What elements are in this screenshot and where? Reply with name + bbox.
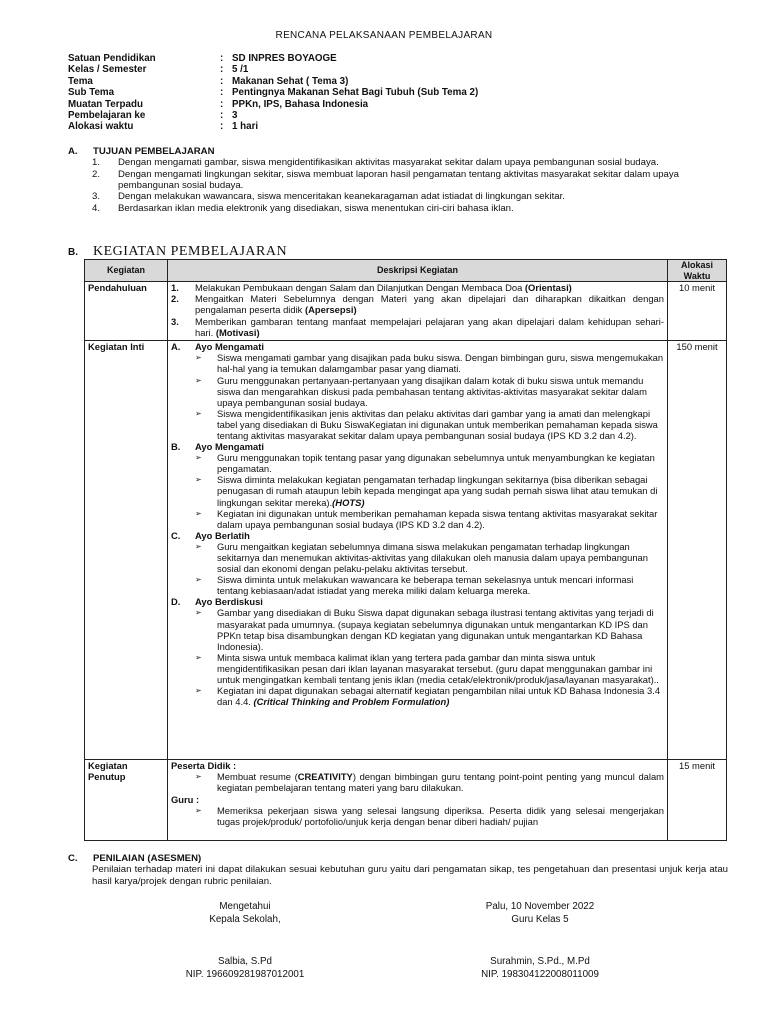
table-header-row [85,260,727,282]
section-heading: A. TUJUAN PEMBELAJARAN [68,146,215,157]
bullet-item: ➢ Kegiatan ini dapat digunakan sebagai alternatif kegiatan pengambilan nilai untuk KD Bahasa Indonesia 3.4 dan 4.4. (Critical Thinking and Problem Formulation) [171,685,664,707]
objective-list [68,157,728,214]
document-title: RENCANA PELAKSANAAN PEMBELAJARAN [275,30,493,41]
identity-label: Muatan Terpadu [68,98,143,110]
signature-left-name [160,955,330,981]
assessment-text: Penilaian terhadap materi ini dapat dilakukan sesuai kebutuhan guru yaitu dari pengamatan sikap, tes pengetahuan dan presentasi unjuk kerja atau hasil karya/projek dengan rubric penilaian. [92,864,728,887]
subheading: D. Ayo Berdiskusi [171,596,263,608]
identity-label: Kelas / Semester [68,64,147,76]
identity-row: Pembelajaran ke : 3 [68,110,708,121]
row-penutup-label: Kegiatan Penutup [85,760,168,841]
row-penutup-desc [168,760,668,841]
bullet-item: ➢ Membuat resume (CREATIVITY) dengan bimbingan guru tentang point-point penting yang muncul dalam kegiatan pembelajaran tentang materi yang baru dilakukan. [171,771,664,793]
row-pendahuluan-desc [168,282,668,341]
arrow-bullet-icon: ➢ [195,575,202,585]
identity-row: Muatan Terpadu : PPKn, IPS, Bahasa Indonesia [68,99,708,110]
column-header-alokasi: Alokasi Waktu [668,260,727,282]
column-header-kegiatan: Kegiatan [85,260,168,282]
identity-value: Makanan Sehat ( Tema 3) [232,75,349,87]
identity-block [68,53,708,133]
row-inti-desc [168,341,668,760]
identity-row: Alokasi waktu : 1 hari [68,121,708,132]
list-item: 2. Dengan mengamati lingkungan sekitar, siswa membuat laporan hasil pengamatan tentang aktivitas masyarakat sekitar dalam upaya pembangunan sosial budaya. [92,168,680,191]
row-inti-label: Kegiatan Inti [85,341,168,760]
table-row [85,760,727,841]
bullet-item: ➢ Guru menggunakan pertanyaan-pertanyaan yang disajikan dalam kotak di buku siswa untuk memandu siswa dan mengarahkan diskusi pada pembahasan tentang aktivitas-aktivitas masyarakat sekitar dalam upaya pembangunan sosial budaya. [171,375,664,408]
list-item: 2. Mengaitkan Materi Sebelumnya dengan Materi yang akan dipelajari dan diharapkan dikaitkan dengan pengalaman peserta didik (Apersepsi) [171,293,664,316]
signature-left: Mengetahui Kepala Sekolah, [209,901,281,925]
arrow-bullet-icon: ➢ [195,608,202,618]
signer-name: Salbia, S.Pd [218,956,272,967]
bullet-item: ➢ Minta siswa untuk membaca kalimat iklan yang tertera pada gambar dan minta siswa untuk mengidentifikasikan pesan dari iklan layanan masyarakat tersebut. (guru dapat menggunakan gambar ini untuk mengingatkan kembali tentang jenis iklan (media cetak/elektronik/produk/jasa/layanan masyarakat).. [171,652,664,685]
table-row [85,341,727,760]
signature-right-name [430,955,650,981]
signature-right: Palu, 10 November 2022 Guru Kelas 5 [485,901,595,925]
arrow-bullet-icon: ➢ [195,475,202,485]
identity-label: Sub Tema [68,87,115,99]
activities-table [84,259,727,841]
identity-label: Satuan Pendidikan [68,53,156,64]
arrow-bullet-icon: ➢ [195,686,202,696]
identity-label: Pembelajaran ke [68,109,146,121]
list-item: 1. Melakukan Pembukaan dengan Salam dan Dilanjutkan Dengan Membaca Doa (Orientasi) [171,282,572,294]
identity-label: Tema [68,75,93,87]
row-pendahuluan-time: 10 menit [668,282,727,341]
bullet-item: ➢ Memeriksa pekerjaan siswa yang selesai langsung diperiksa. Peserta didik yang selesai mengerjakan tugas projek/produk/ portofolio/unjuk kerja dengan benar diberi hadiah/ pujian [171,805,664,827]
identity-value: 1 hari [232,121,259,133]
identity-value: 5 /1 [232,64,249,76]
guru-label: Guru : [171,793,200,805]
list-item: 3. Dengan melakukan wawancara, siswa menceritakan keanekaragaman adat istiadat di lingkungan sekitar. [92,191,565,203]
section-penilaian [68,853,728,887]
row-inti-time: 150 menit [668,341,727,760]
bullet-item: ➢ Siswa mengidentifikasikan jenis aktivitas dan pelaku aktivitas dari gambar yang ia amati dan melengkapi tabel yang disediakan di Buku SiswaKegiatan ini digunakan untuk memberikan pemahaman kepada siswa tentang aktivitas masyarakat sekitar dalam upaya pembangunan sosial budaya (IPS KD 3.2 dan 4.2). [171,408,664,441]
signer-nip: NIP. 198304122008011009 [481,969,599,980]
arrow-bullet-icon: ➢ [195,805,202,815]
row-penutup-time: 15 menit [668,760,727,841]
bullet-item: ➢ Siswa diminta melakukan kegiatan pengamatan terhadap lingkungan sekitarnya (bisa diberikan sebagai penugasan di rumah ataupun lebih kepada mengingat apa yang sudah pernah siswa lihat atau temukan di lingkungan sekitar mereka).(HOTS) [171,474,664,507]
list-item: 4. Berdasarkan iklan media elektronik yang disediakan, siswa menentukan ciri-ciri bahasa iklan. [92,202,514,214]
identity-value: SD INPRES BOYAOGE [232,53,337,64]
arrow-bullet-icon: ➢ [195,652,202,662]
identity-label: Alokasi waktu [68,121,134,133]
arrow-bullet-icon: ➢ [195,772,202,782]
identity-row: Tema : Makanan Sehat ( Tema 3) [68,76,708,87]
list-item: 1. Dengan mengamati gambar, siswa mengidentifikasikan aktivitas masyarakat sekitar dalam upaya pembangunan sosial budaya. [92,157,659,169]
bullet-item: ➢ Siswa mengamati gambar yang disajikan pada buku siswa. Dengan bimbingan guru, siswa mengemukakan hal-hal yang ia temukan dalamgambar pasar yang diamati. [171,352,664,374]
subheading: A. Ayo Mengamati [171,341,264,353]
list-item: 3. Memberikan gambaran tentang manfaat mempelajari pelajaran yang akan dipelajari dalam kehidupan sehari-hari. (Motivasi) [171,315,664,338]
identity-value: 3 [232,109,238,121]
arrow-bullet-icon: ➢ [195,353,202,363]
row-pendahuluan-label: Pendahuluan [85,282,168,341]
identity-value: Pentingnya Makanan Sehat Bagi Tubuh (Sub Tema 2) [232,87,479,99]
arrow-bullet-icon: ➢ [195,408,202,418]
arrow-bullet-icon: ➢ [195,453,202,463]
bullet-item: ➢ Guru mengaitkan kegiatan sebelumnya dimana siswa melakukan pengamatan terhadap lingkungan sekitarnya dan menemukan aktivitas-aktivitas yang dilakukan oleh manusia dalam upaya pembangunan sosial dan ekonomi dengan pelaku-pelaku aktivitas tersebut. [171,541,664,574]
section-tujuan [68,146,728,214]
arrow-bullet-icon: ➢ [195,541,202,551]
arrow-bullet-icon: ➢ [195,375,202,385]
identity-row: Satuan Pendidikan : SD INPRES BOYAOGE [68,53,708,64]
bullet-item: ➢ Gambar yang disediakan di Buku Siswa dapat digunakan sebaga ilustrasi tentang aktivitas yang terjadi di masyarakat pada umumnya. (supaya kegiatan sebelumnya digunakan untuk mengantarkan KD IPS dan PPKn tetap bisa disambungkan dengan KD kegiatan yang digunakan untuk mengantarkan KD Bahasa Indonesia). [171,607,664,651]
section-heading: C. PENILAIAN (ASESMEN) [68,853,202,864]
signer-name: Surahmin, S.Pd., M.Pd [490,956,590,967]
bullet-item: ➢ Guru menggunakan topik tentang pasar yang digunakan sebelumnya untuk menyambungkan ke kegiatan pengamatan. [171,452,664,474]
bullet-item: ➢ Siswa diminta untuk melakukan wawancara ke beberapa teman sekelasnya untuk mencari informasi tentang kebiasaan/adat istiadat yang mereka miliki dalam keluarga mereka. [171,574,664,596]
section-kegiatan-heading: B. KEGIATAN PEMBELAJARAN [68,244,288,259]
subheading: C. Ayo Berlatih [171,529,250,541]
arrow-bullet-icon: ➢ [195,508,202,518]
table-row [85,282,727,341]
identity-value: PPKn, IPS, Bahasa Indonesia [232,98,369,110]
column-header-deskripsi: Deskripsi Kegiatan [168,260,668,282]
peserta-label: Peserta Didik : [171,760,237,772]
identity-row: Sub Tema : Pentingnya Makanan Sehat Bagi Tubuh (Sub Tema 2) [68,87,708,98]
identity-row: Kelas / Semester : 5 /1 [68,64,708,75]
bullet-item: ➢ Kegiatan ini digunakan untuk memberikan pemahaman kepada siswa tentang aktivitas masyarakat sekitar dalam upaya pembangunan sosial budaya (IPS KD 3.2 dan 4.2). [171,508,664,530]
signer-nip: NIP. 196609281987012001 [185,969,305,980]
subheading: B. Ayo Mengamati [171,441,264,453]
